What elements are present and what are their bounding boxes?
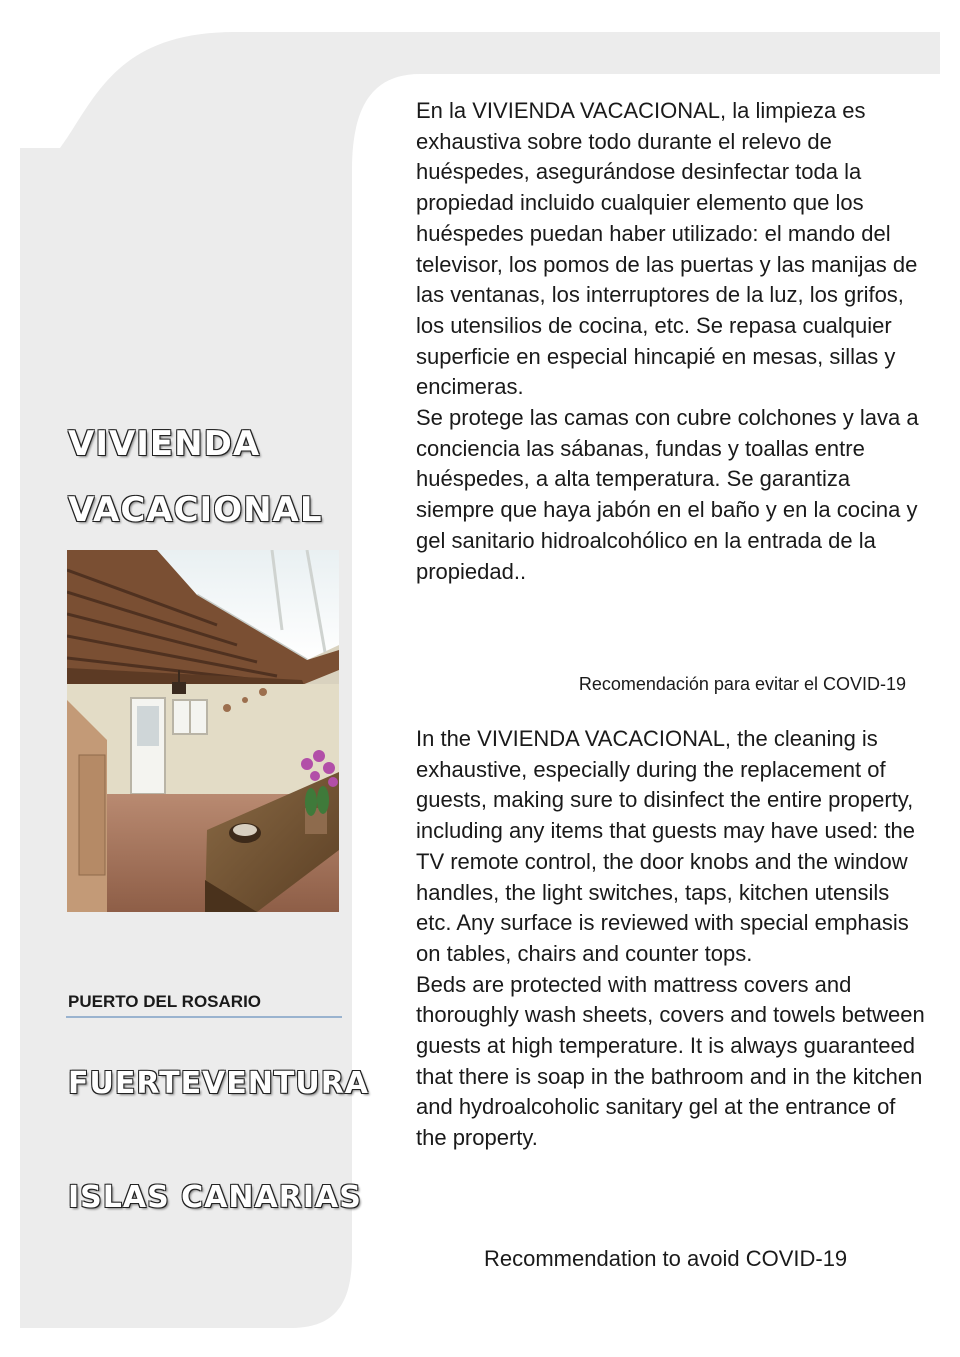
english-text-block	[416, 724, 926, 1154]
location-island: FUERTEVENTURA	[68, 1066, 370, 1101]
title-line-1: VIVIENDA	[68, 424, 261, 464]
english-caption: Recommendation to avoid COVID-19	[484, 1246, 848, 1271]
title-line-2: VACACIONAL	[68, 490, 323, 530]
english-paragraph-1: In the VIVIENDA VACACIONAL, the cleaning is exhaustive, especially during the replacement of guests, making sure to disinfect the entire property, including any items that guests may have used: the TV remote control, the door knobs and the window handles, the light switches, taps, kitchen utensils etc. Any surface is reviewed with special emphasis on tables, chairs and counter tops.	[416, 726, 915, 966]
divider-line	[66, 1016, 342, 1018]
location-region: ISLAS CANARIAS	[68, 1180, 362, 1215]
spanish-text-block	[416, 96, 926, 587]
location-town: PUERTO DEL ROSARIO	[68, 992, 262, 1011]
spanish-paragraph-1: En la VIVIENDA VACACIONAL, la limpieza es exhaustiva sobre todo durante el relevo de huéspedes, asegurándose desinfectar toda la propiedad incluido cualquier elemento que los huéspedes puedan haber utilizado: el mando del televisor, los pomos de las puertas y las manijas de las ventanas, los interruptores de la luz, los grifos, los utensilios de cocina, etc. Se repasa cualquier superficie en especial hincapié en mesas, sillas y encimeras.	[416, 98, 918, 400]
english-paragraph-2: Beds are protected with mattress covers and thoroughly wash sheets, covers and towels between guests at high temperature. It is always guaranteed that there is soap in the bathroom and in the kitchen and hydroalcoholic sanitary gel at the entrance of the property.	[416, 971, 925, 1151]
spanish-caption: Recomendación para evitar el COVID-19	[578, 674, 906, 694]
interior-patio-photo	[67, 550, 339, 912]
spanish-paragraph-2: Se protege las camas con cubre colchones y lava a conciencia las sábanas, fundas y toallas entre huéspedes, a alta temperatura. Se garantiza siempre que haya jabón en el baño y en la cocina y gel sanitario hidroalcohólico en la entrada de la propiedad..	[416, 405, 919, 584]
